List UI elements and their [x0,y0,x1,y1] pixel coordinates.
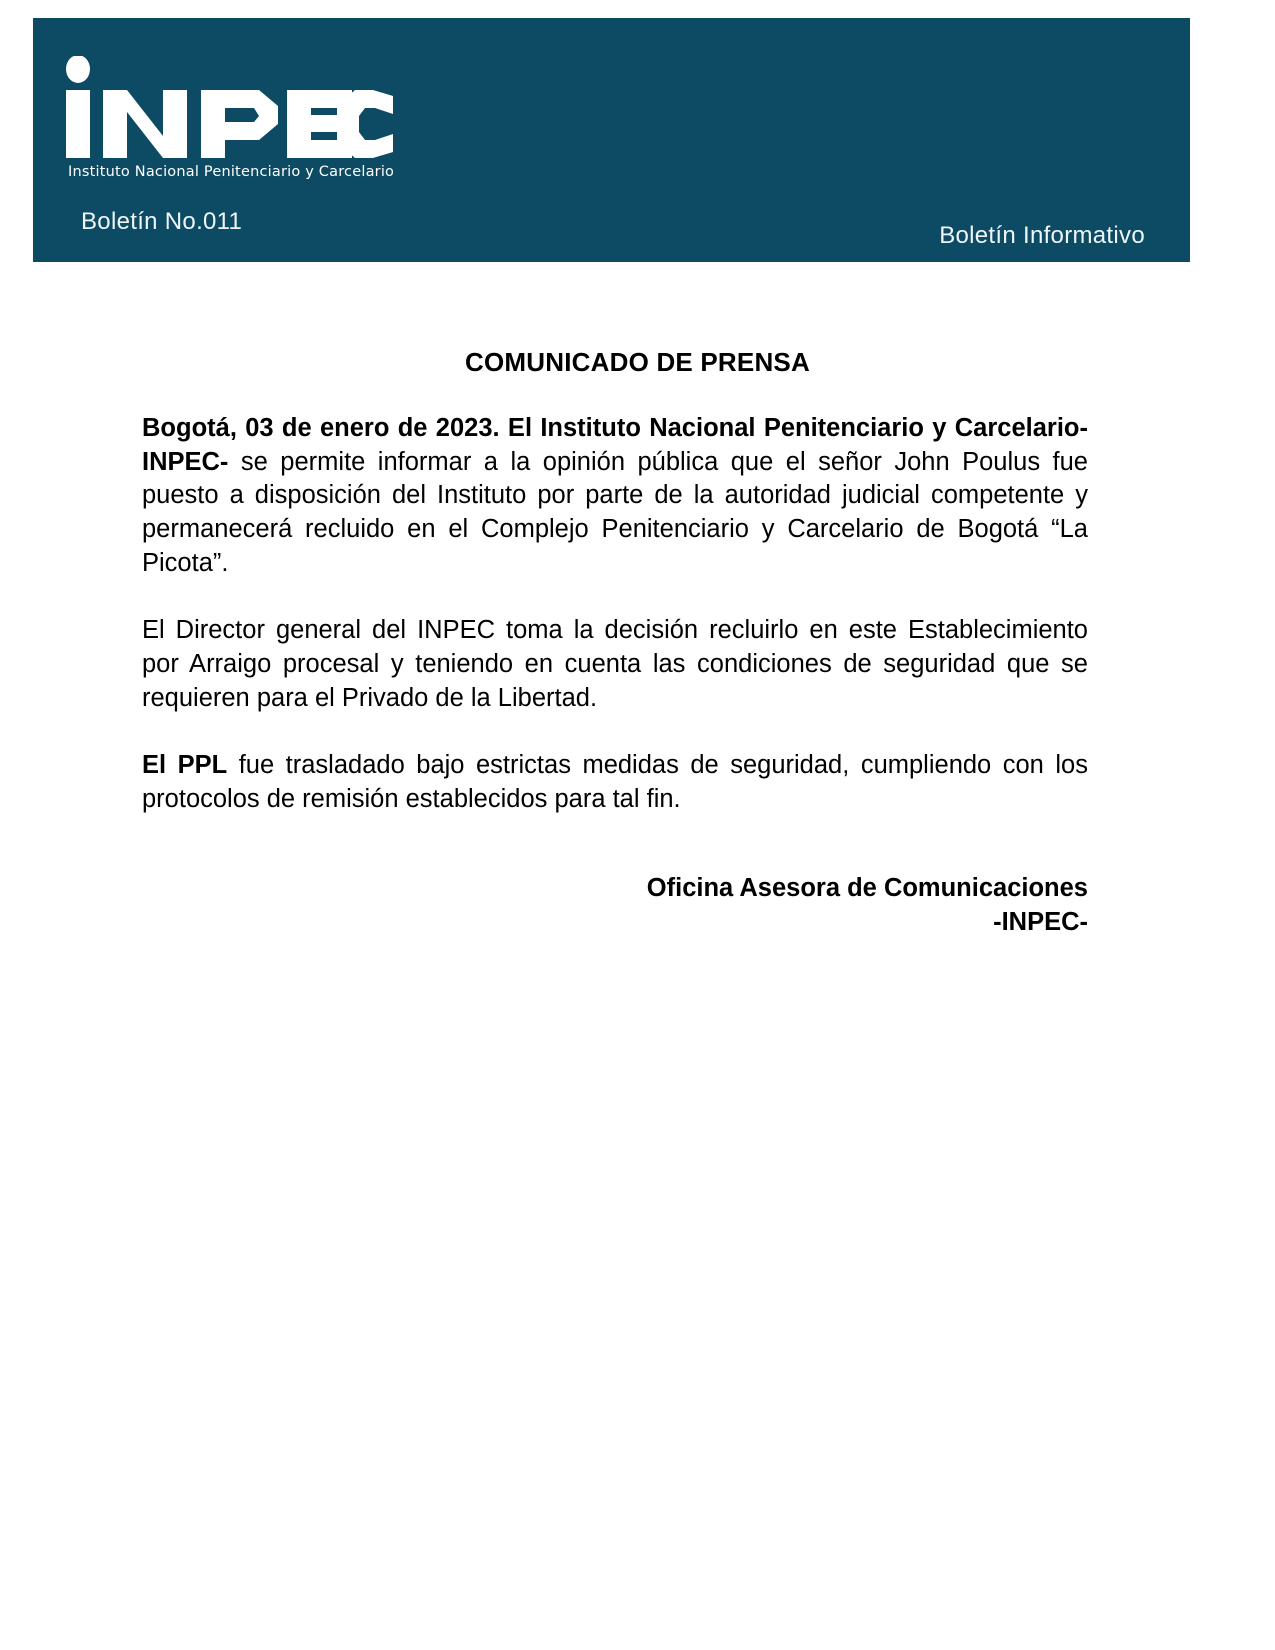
inpec-logo [63,56,423,180]
paragraph-3 [142,749,1088,816]
signature-office: Oficina Asesora de Comunicaciones [646,874,1088,902]
bulletin-number: Boletín No.011 [81,208,243,235]
paragraph-2 [142,614,1088,715]
paragraph-2-rest: El Director general del INPEC toma la decisión recluirlo en este Establecimiento por Arraigo procesal y teniendo en cuenta las condiciones de seguridad que se requieren para el Privado de la Libertad. [142,616,1088,712]
paragraph-1 [142,412,1088,580]
header-band [33,18,1190,262]
signature-block [142,872,1088,939]
signature-entity: -INPEC- [993,907,1088,936]
paragraph-1-rest: se permite informar a la opinión pública que el señor John Poulus fue puesto a disposición del Instituto por parte de la autoridad judicial competente y permanecerá recluido en el Complejo Penitenciario y Carcelario de Bogotá “La Picota”. [142,447,1088,577]
page-title: COMUNICADO DE PRENSA [465,347,810,378]
inpec-wordmark-icon [63,56,393,161]
paragraph-3-lead: El PPL [142,751,228,780]
bulletin-kind-label: Boletín Informativo [939,222,1145,249]
inpec-logo-tagline: Instituto Nacional Penitenciario y Carcelario [68,164,395,180]
document-body [142,412,1088,817]
paragraph-3-rest: fue trasladado bajo estrictas medidas de seguridad, cumpliendo con los protocolos de remisión establecidos para tal fin. [142,751,1088,813]
paragraph-1-lead: Bogotá, 03 de enero de 2023. El Instituto Nacional Penitenciario y Carcelario- INPEC- [142,414,1088,476]
